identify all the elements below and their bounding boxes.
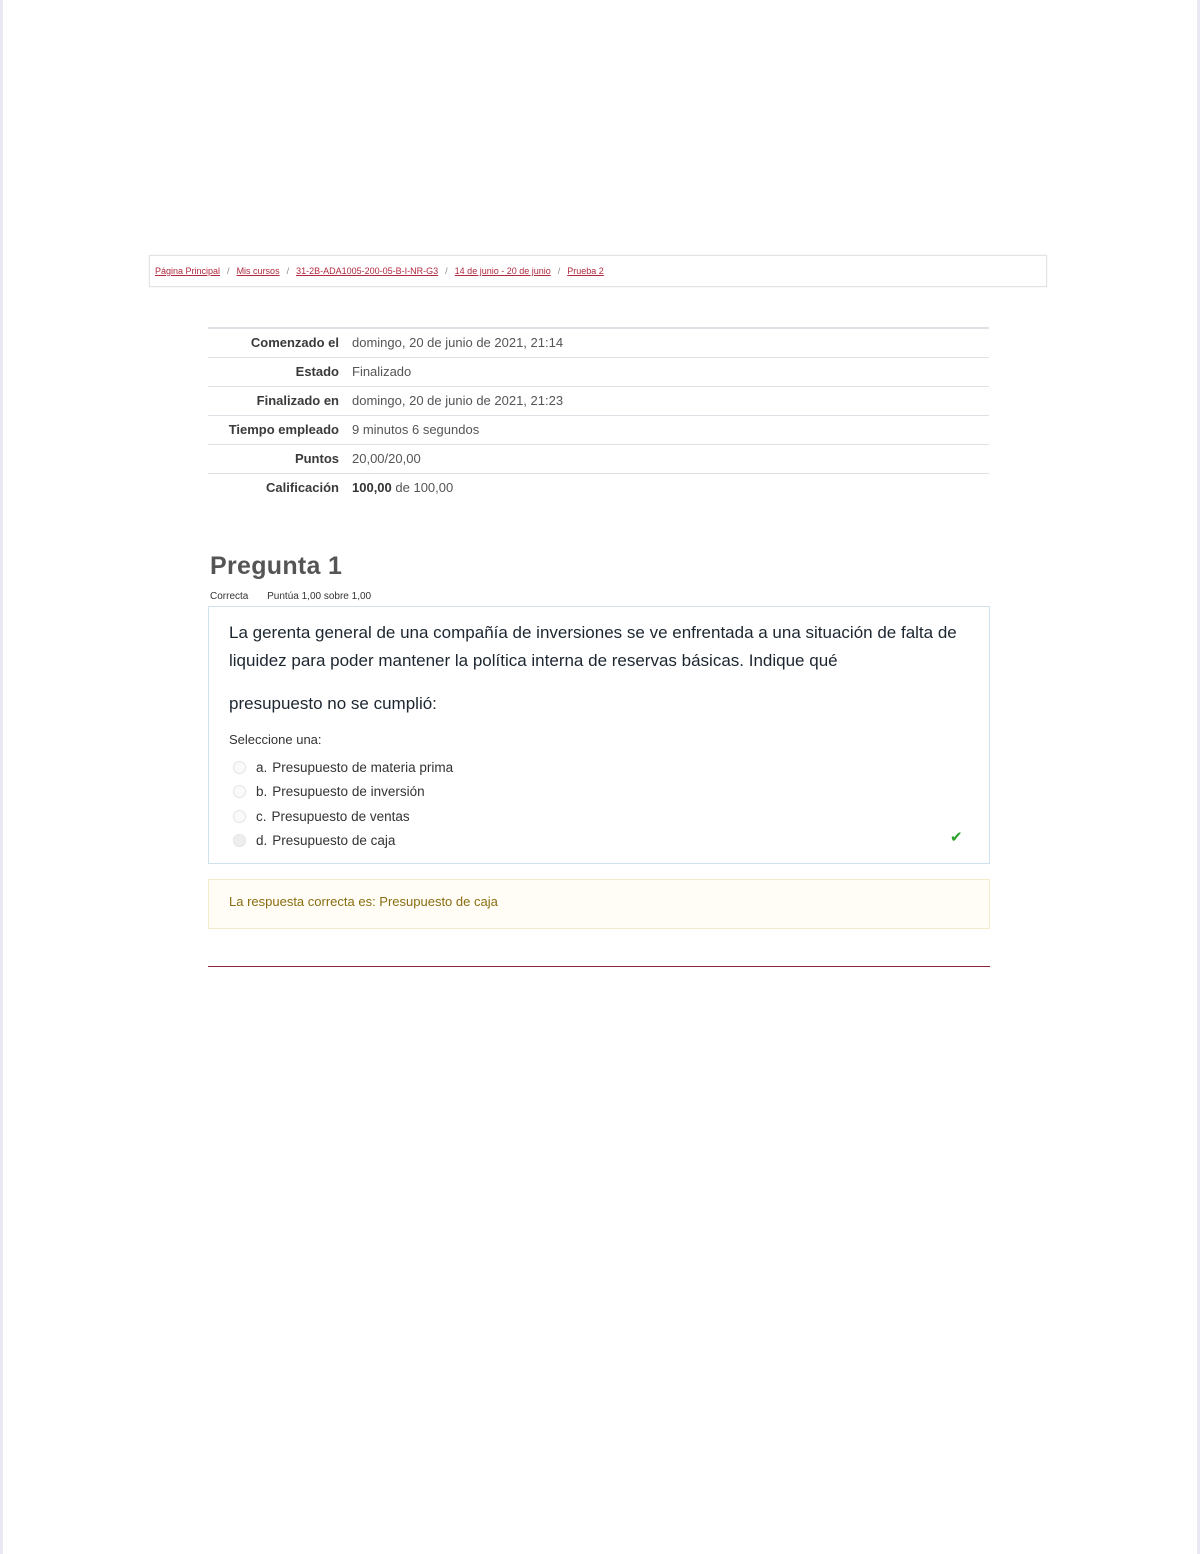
question-info (210, 591, 387, 602)
option-text: Presupuesto de inversión (272, 784, 425, 800)
option-letter: c. (256, 808, 267, 824)
summary-label: Tiempo empleado (208, 416, 345, 445)
summary-row-finished (208, 387, 989, 416)
radio-button-selected[interactable] (233, 834, 246, 847)
question-content (208, 606, 990, 864)
summary-row-points (208, 445, 989, 474)
grade-value: 100,00 (352, 480, 392, 495)
section-divider (208, 966, 990, 967)
answer-options (233, 755, 453, 853)
question-text: La gerenta general de una compañía de inversiones se ve enfrentada a una situación de falta de liquidez para poder mantener la política interna de reservas básicas. Indique qué (229, 623, 957, 670)
option-text: Presupuesto de ventas (271, 808, 410, 824)
correct-answer-feedback: La respuesta correcta es: Presupuesto de caja (208, 879, 990, 929)
summary-row-state (208, 358, 989, 387)
answer-option-d[interactable] (233, 829, 453, 854)
option-letter: a. (256, 759, 268, 775)
breadcrumb-quiz-link[interactable]: Prueba 2 (567, 266, 604, 276)
summary-row-started (208, 328, 989, 358)
summary-value: 9 minutos 6 segundos (345, 416, 989, 445)
correct-check-icon: ✔ (950, 829, 963, 846)
radio-button[interactable] (233, 810, 246, 823)
radio-button[interactable] (233, 761, 246, 774)
summary-row-grade (208, 474, 989, 503)
summary-label: Comenzado el (208, 328, 345, 358)
breadcrumb (149, 255, 1047, 287)
grade-suffix: de 100,00 (395, 480, 454, 495)
summary-label: Finalizado en (208, 387, 345, 416)
page-left-edge (0, 0, 3, 1554)
breadcrumb-week-link[interactable]: 14 de junio - 20 de junio (454, 266, 551, 276)
summary-value: domingo, 20 de junio de 2021, 21:14 (345, 328, 989, 358)
option-letter: d. (256, 833, 268, 849)
breadcrumb-my-courses-link[interactable]: Mis cursos (236, 266, 280, 276)
radio-button[interactable] (233, 785, 246, 798)
breadcrumb-course-link[interactable]: 31-2B-ADA1005-200-05-B-I-NR-G3 (296, 266, 439, 276)
breadcrumb-home-link[interactable]: Página Principal (155, 266, 221, 276)
breadcrumb-separator: / (227, 266, 230, 276)
question-title: Pregunta 1 (210, 552, 343, 580)
option-letter: b. (256, 784, 268, 800)
answer-option-b[interactable] (233, 780, 453, 805)
option-text: Presupuesto de materia prima (272, 759, 454, 775)
breadcrumb-separator: / (286, 266, 290, 276)
question-status: Correcta (210, 591, 249, 602)
summary-label: Calificación (208, 474, 345, 503)
answer-option-c[interactable] (233, 804, 453, 829)
summary-value: domingo, 20 de junio de 2021, 21:23 (345, 387, 989, 416)
question-text-continued: presupuesto no se cumplió: (229, 694, 437, 713)
summary-row-time (208, 416, 989, 445)
summary-value (345, 474, 989, 503)
question-score: Puntúa 1,00 sobre 1,00 (267, 591, 372, 602)
answer-prompt: Seleccione una: (229, 732, 322, 747)
summary-value: 20,00/20,00 (345, 445, 989, 474)
answer-option-a[interactable] (233, 755, 453, 780)
summary-label: Puntos (208, 445, 345, 474)
summary-value: Finalizado (345, 358, 989, 387)
breadcrumb-separator: / (557, 266, 561, 276)
summary-label: Estado (208, 358, 345, 387)
breadcrumb-separator: / (445, 266, 448, 276)
option-text: Presupuesto de caja (272, 833, 396, 849)
attempt-summary-table (208, 327, 989, 502)
